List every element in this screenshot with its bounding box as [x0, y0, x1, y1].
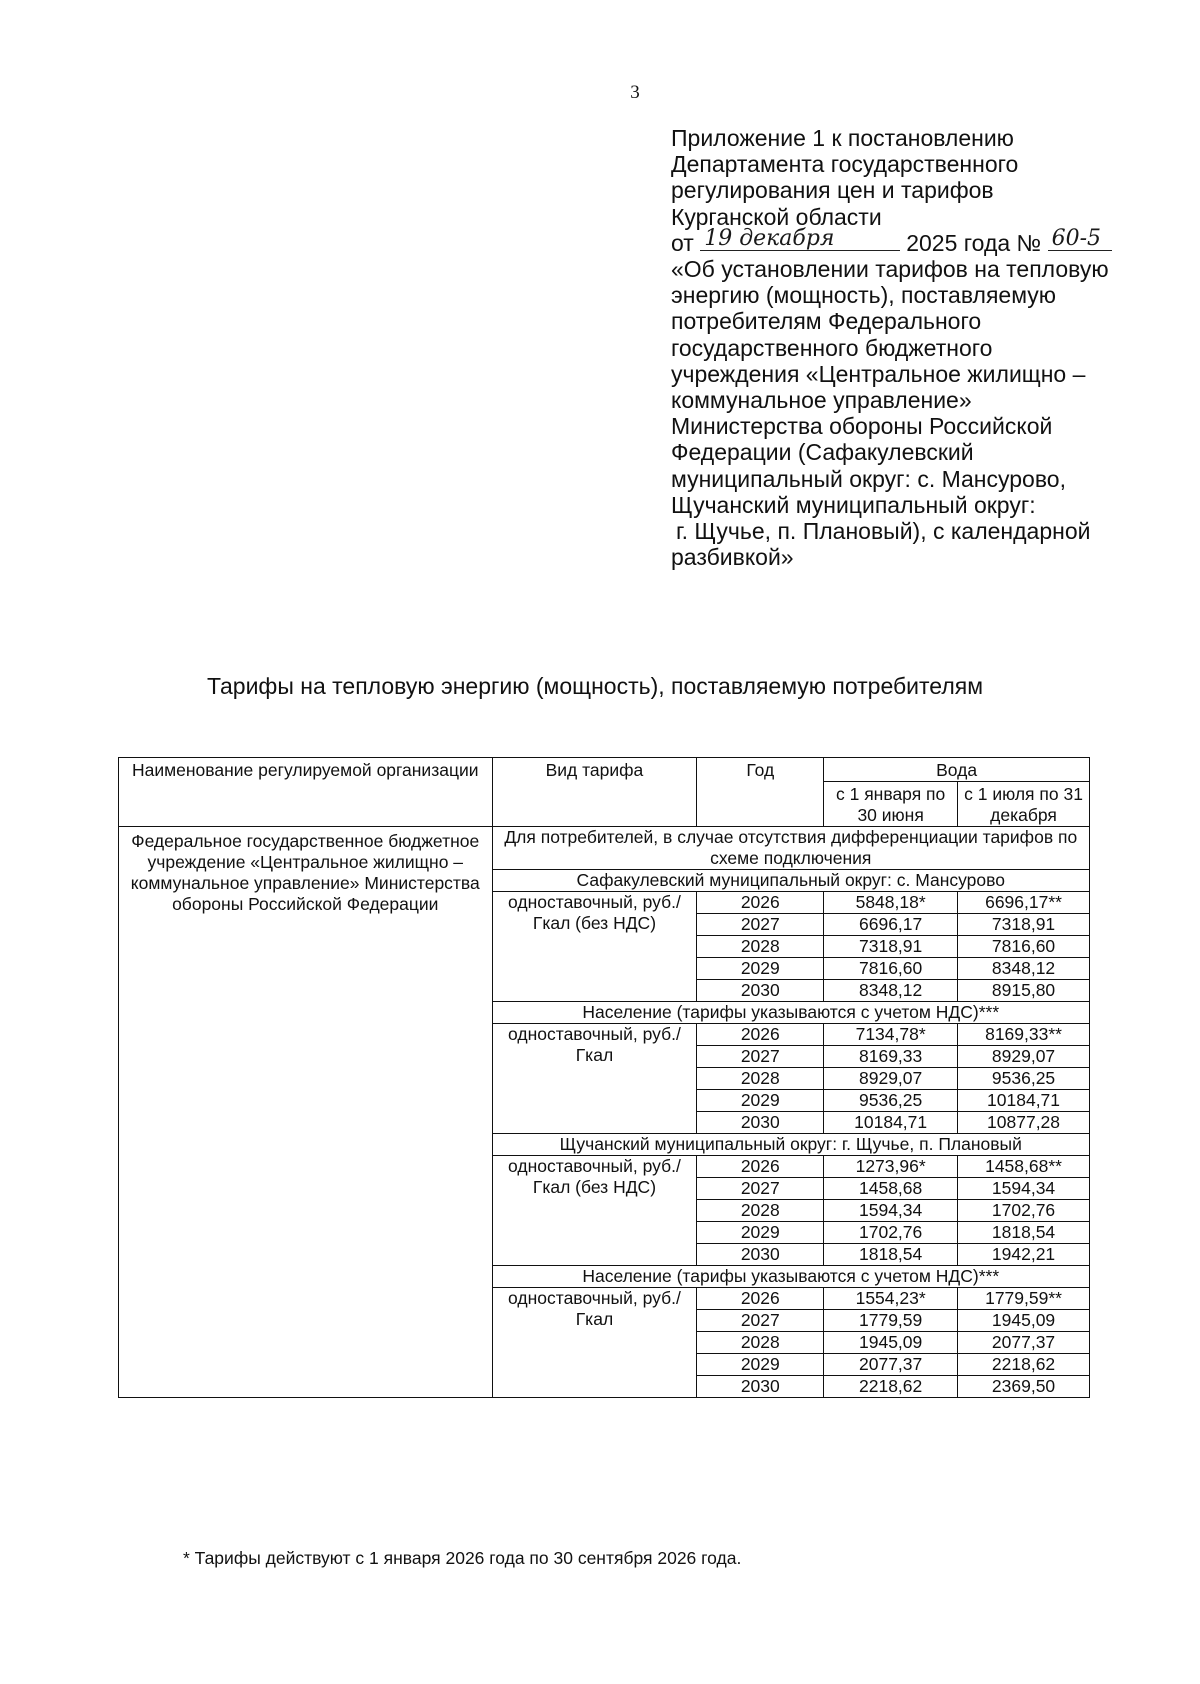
value-period1: 7816,60	[824, 958, 958, 980]
value-period1: 1818,54	[824, 1244, 958, 1266]
subject-line: г. Щучье, п. Плановый), с календарной	[676, 518, 1091, 545]
year-text: 2025 года №	[906, 229, 1042, 256]
year-cell: 2026	[697, 1024, 824, 1046]
handwritten-number: 60-5	[1051, 225, 1102, 251]
subject-line: энергию (мощность), поставляемую	[671, 282, 1057, 309]
value-period1: 7134,78*	[824, 1024, 958, 1046]
value-period2: 1458,68**	[958, 1156, 1090, 1178]
tariff-kind: одноставочный, руб./Гкал	[492, 1024, 697, 1134]
year-cell: 2028	[697, 1332, 824, 1354]
year-cell: 2028	[697, 1200, 824, 1222]
subject-line: коммунальное управление»	[671, 387, 972, 414]
value-period1: 5848,18*	[824, 892, 958, 914]
header-period2: с 1 июля по 31 декабря	[958, 782, 1090, 827]
general-consumers-note: Для потребителей, в случае отсутствия дифференциации тарифов по схеме подключения	[492, 827, 1089, 870]
tariff-kind: одноставочный, руб./Гкал (без НДС)	[492, 1156, 697, 1266]
value-period2: 10877,28	[958, 1112, 1090, 1134]
value-period2: 1945,09	[958, 1310, 1090, 1332]
section-row	[119, 827, 1090, 870]
value-period1: 8348,12	[824, 980, 958, 1002]
appendix-line: Курганской области	[671, 203, 882, 230]
date-prefix: от	[671, 229, 694, 256]
value-period1: 8169,33	[824, 1046, 958, 1068]
value-period2: 1818,54	[958, 1222, 1090, 1244]
document-title: Тарифы на тепловую энергию (мощность), поставляемую потребителям	[206, 673, 984, 699]
value-period1: 1594,34	[824, 1200, 958, 1222]
value-period1: 7318,91	[824, 936, 958, 958]
year-cell: 2026	[697, 892, 824, 914]
subject-line: потребителям Федерального	[671, 308, 982, 335]
footnote: * Тарифы действуют с 1 января 2026 года по 30 сентября 2026 года.	[183, 1548, 742, 1568]
value-period1: 6696,17	[824, 914, 958, 936]
value-period2: 2369,50	[958, 1376, 1090, 1398]
year-cell: 2028	[697, 936, 824, 958]
value-period1: 1779,59	[824, 1310, 958, 1332]
header-year: Год	[697, 758, 824, 827]
appendix-line: Департамента государственного	[671, 151, 1019, 178]
handwritten-date: 19 декабря	[704, 225, 835, 251]
tariff-kind: одноставочный, руб./Гкал (без НДС)	[492, 892, 697, 1002]
population-header: Население (тарифы указываются с учетом НДС)***	[492, 1266, 1089, 1288]
page-number: 3	[630, 82, 640, 103]
value-period1: 1458,68	[824, 1178, 958, 1200]
subject-line: государственного бюджетного	[671, 334, 993, 361]
header-period1: с 1 января по 30 июня	[824, 782, 958, 827]
value-period1: 9536,25	[824, 1090, 958, 1112]
value-period2: 10184,71	[958, 1090, 1090, 1112]
year-cell: 2029	[697, 1090, 824, 1112]
appendix-block	[671, 125, 1151, 570]
value-period1: 2218,62	[824, 1376, 958, 1398]
subject-line: муниципальный округ: с. Мансурово,	[671, 465, 1066, 492]
value-period1: 1273,96*	[824, 1156, 958, 1178]
year-cell: 2027	[697, 1310, 824, 1332]
value-period2: 1594,34	[958, 1178, 1090, 1200]
tariff-kind: одноставочный, руб./Гкал	[492, 1288, 697, 1398]
value-period1: 8929,07	[824, 1068, 958, 1090]
appendix-date-line	[671, 225, 1151, 256]
year-cell: 2027	[697, 1178, 824, 1200]
population-header: Население (тарифы указываются с учетом НДС)***	[492, 1002, 1089, 1024]
value-period2: 1942,21	[958, 1244, 1090, 1266]
subject-line: учреждения «Центральное жилищно –	[671, 360, 1086, 387]
value-period1: 1554,23*	[824, 1288, 958, 1310]
header-org: Наименование регулируемой организации	[119, 758, 493, 827]
value-period2: 1702,76	[958, 1200, 1090, 1222]
year-cell: 2027	[697, 914, 824, 936]
value-period2: 6696,17**	[958, 892, 1090, 914]
year-cell: 2027	[697, 1046, 824, 1068]
year-cell: 2026	[697, 1288, 824, 1310]
value-period1: 10184,71	[824, 1112, 958, 1134]
organization-name: Федеральное государственное бюджетное учреждение «Центральное жилищно – коммунальное управление» Министерства обороны Российской Федерации	[119, 827, 493, 1398]
year-cell: 2030	[697, 1376, 824, 1398]
value-period2: 9536,25	[958, 1068, 1090, 1090]
value-period2: 8348,12	[958, 958, 1090, 980]
value-period2: 8929,07	[958, 1046, 1090, 1068]
value-period2: 2218,62	[958, 1354, 1090, 1376]
value-period2: 7318,91	[958, 914, 1090, 936]
subject-line: Щучанский муниципальный округ:	[671, 491, 1036, 518]
year-cell: 2030	[697, 1244, 824, 1266]
year-cell: 2029	[697, 1222, 824, 1244]
subject-line: Федерации (Сафакулевский	[671, 439, 974, 466]
value-period2: 8169,33**	[958, 1024, 1090, 1046]
district-header: Сафакулевский муниципальный округ: с. Мансурово	[492, 870, 1089, 892]
district-header: Щучанский муниципальный округ: г. Щучье, п. Плановый	[492, 1134, 1089, 1156]
year-cell: 2029	[697, 1354, 824, 1376]
year-cell: 2029	[697, 958, 824, 980]
header-water: Вода	[824, 758, 1090, 782]
year-cell: 2028	[697, 1068, 824, 1090]
value-period2: 1779,59**	[958, 1288, 1090, 1310]
year-cell: 2030	[697, 1112, 824, 1134]
year-cell: 2026	[697, 1156, 824, 1178]
appendix-line: регулирования цен и тарифов	[671, 177, 994, 204]
value-period2: 7816,60	[958, 936, 1090, 958]
date-field	[700, 225, 900, 251]
value-period2: 8915,80	[958, 980, 1090, 1002]
value-period1: 1945,09	[824, 1332, 958, 1354]
subject-line: разбивкой»	[671, 544, 794, 571]
value-period2: 2077,37	[958, 1332, 1090, 1354]
value-period1: 2077,37	[824, 1354, 958, 1376]
header-kind: Вид тарифа	[492, 758, 697, 827]
value-period1: 1702,76	[824, 1222, 958, 1244]
appendix-line: Приложение 1 к постановлению	[671, 125, 1014, 151]
tariff-table	[118, 757, 1090, 1398]
year-cell: 2030	[697, 980, 824, 1002]
subject-line: Министерства обороны Российской	[671, 413, 1053, 440]
number-field	[1048, 225, 1112, 251]
subject-line: «Об установлении тарифов на тепловую	[671, 256, 1109, 283]
